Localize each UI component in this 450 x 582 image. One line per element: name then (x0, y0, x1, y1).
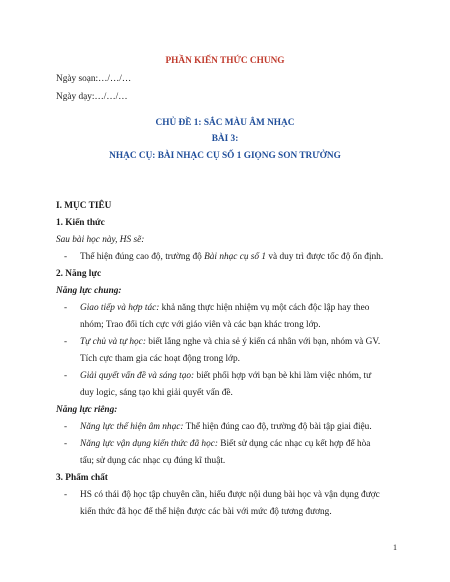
specific-capacity-heading: Năng lực riêng: (56, 405, 118, 415)
general-item-3-cont: duy logic, sáng tạo khi giải quyết vấn đề. (80, 388, 233, 398)
general-capacity-heading: Năng lực chung: (56, 286, 122, 296)
knowledge-intro: Sau bài học này, HS sẽ: (56, 235, 145, 245)
specific-item-2-cont: tấu; sử dụng các nhạc cụ đúng kĩ thuật. (80, 456, 226, 466)
bullet-dash: - (64, 490, 68, 500)
capacity-heading: 2. Năng lực (56, 269, 102, 279)
qualities-heading: 3. Phẩm chất (56, 473, 108, 483)
bullet-dash: - (64, 252, 68, 262)
general-item-1: Giao tiếp và hợp tác: khả năng thực hiện nhiệm vụ một cách độc lập hay theo (80, 303, 370, 313)
specific-item-2: Năng lực vận dụng kiến thức đã học: Biết sử dụng các nhạc cụ kết hợp để hòa (80, 439, 371, 449)
qualities-line-2: kiến thức đã học để thể hiện được các bài với mức độ tương đương. (80, 507, 332, 517)
page-number: 1 (393, 543, 397, 552)
bullet-dash: - (64, 337, 68, 347)
general-item-3: Giải quyết vấn đề và sáng tạo: biết phối hợp với bạn bè khi làm việc nhóm, tư (80, 371, 372, 381)
date-prepared: Ngày soạn:…/…/… (56, 74, 132, 84)
objectives-heading: I. MỤC TIÊU (56, 201, 112, 211)
knowledge-heading: 1. Kiến thức (56, 218, 105, 228)
knowledge-item: Thể hiện đúng cao độ, trường độ Bài nhạc cụ số 1 và duy trì được tốc độ ổn định. (80, 252, 384, 262)
section-title: PHẦN KIẾN THỨC CHUNG (165, 56, 285, 66)
topic-title: CHỦ ĐỀ 1: SẮC MÀU ÂM NHẠC (155, 118, 295, 128)
bullet-dash: - (64, 439, 68, 449)
lesson-title: NHẠC CỤ: BÀI NHẠC CỤ SỐ 1 GIỌNG SON TRƯỞNG (109, 151, 341, 161)
bullet-dash: - (64, 303, 68, 313)
qualities-line-1: HS có thái độ học tập chuyên cần, hiểu được nội dung bài học và vận dụng được (80, 490, 380, 500)
lesson-number: BÀI 3: (211, 134, 239, 144)
general-item-1-cont: nhóm; Trao đổi tích cực với giáo viên và các bạn khác trong lớp. (80, 320, 321, 330)
specific-item-1: Năng lực thể hiện âm nhạc: Thể hiện đúng cao độ, trường độ bài tập giai điệu. (80, 422, 372, 432)
general-item-2: Tự chủ và tự học: biết lắng nghe và chia sẻ ý kiến cá nhân với bạn, nhóm và GV. (80, 337, 381, 347)
general-item-2-cont: Tích cực tham gia các hoạt động trong lớp. (80, 354, 240, 364)
bullet-dash: - (64, 422, 68, 432)
bullet-dash: - (64, 371, 68, 381)
date-taught: Ngày dạy:…/…/… (56, 92, 128, 102)
